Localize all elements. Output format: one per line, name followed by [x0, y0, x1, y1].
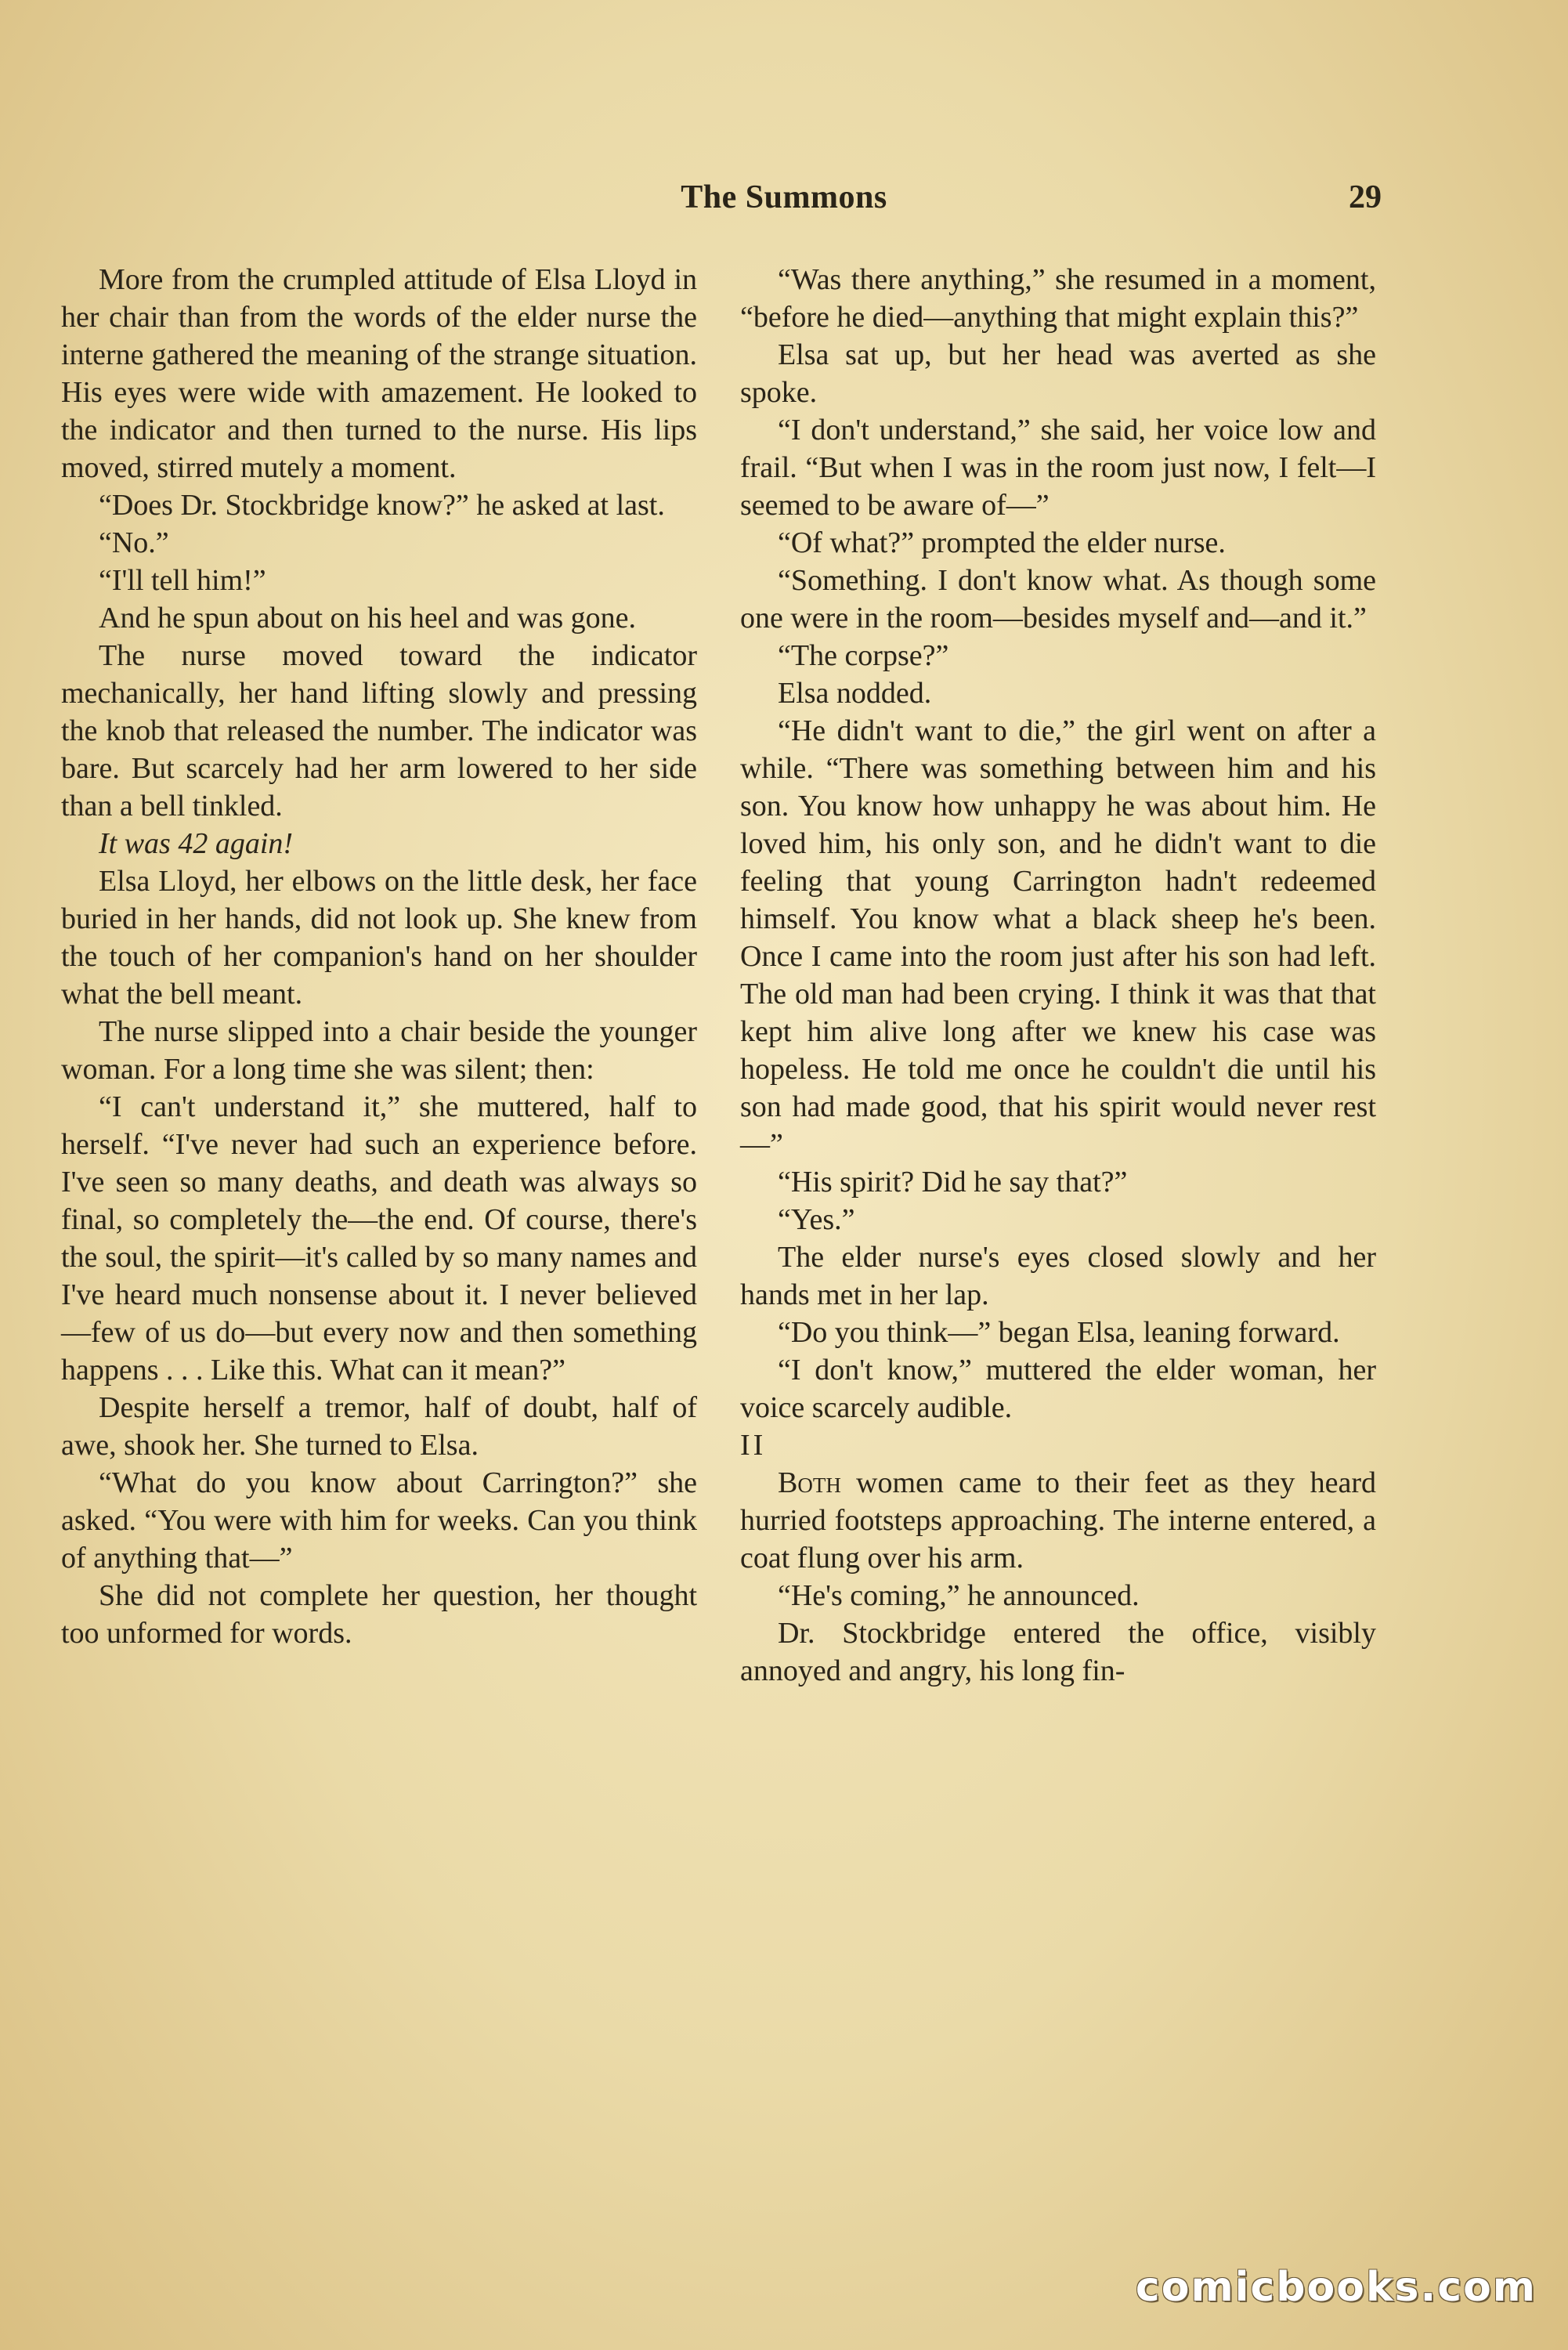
paragraph: The nurse moved toward the indicator mechanically, her hand lifting slowly and pressing the knob that released the number. The indicator was bare. But scarcely had her arm lowered to her side than a bell tinkled.	[61, 639, 697, 822]
paragraph: “Does Dr. Stockbridge know?” he asked at last.	[99, 489, 665, 522]
left-column	[61, 261, 697, 1652]
paragraph: And he spun about on his heel and was gone.	[99, 602, 636, 634]
paragraph: “Yes.”	[778, 1203, 855, 1236]
paragraph: “I don't understand,” she said, her voice low and frail. “But when I was in the room just now, I felt—I seemed to be aware of—”	[740, 414, 1376, 522]
paragraph: Elsa nodded.	[778, 677, 932, 710]
paragraph-italic: It was 42 again!	[99, 827, 294, 860]
paragraph: “Of what?” prompted the elder nurse.	[778, 526, 1226, 559]
right-column	[740, 261, 1376, 1690]
paragraph: “Do you think—” began Elsa, leaning forward.	[778, 1316, 1340, 1349]
running-title: The Summons	[681, 179, 887, 215]
paragraph: Dr. Stockbridge entered the office, visibly annoyed and angry, his long fin-	[740, 1617, 1376, 1687]
paragraph-opening	[740, 1464, 1376, 1577]
paragraph: “I can't understand it,” she muttered, half to herself. “I've never had such an experience before. I've seen so many deaths, and death was always so final, so completely the—the end. Of course, there's the soul, the spirit—it's called by so many names and I've heard much nonsense about it. I never believed—few of us do—but every now and then something happens . . . Like this. What can it mean?”	[61, 1090, 697, 1386]
section-heading: II	[740, 1429, 767, 1462]
paragraph: Elsa sat up, but her head was averted as she spoke.	[740, 338, 1376, 409]
lead-rest: women came to their feet as they heard hurried footsteps approaching. The interne entered, a coat flung over his arm.	[740, 1466, 1376, 1574]
paragraph: The elder nurse's eyes closed slowly and her hands met in her lap.	[740, 1241, 1376, 1311]
lead-word: Both	[778, 1466, 841, 1499]
paragraph: She did not complete her question, her thought too unformed for words.	[61, 1579, 697, 1650]
paragraph: “I don't know,” muttered the elder woman, her voice scarcely audible.	[740, 1354, 1376, 1424]
paragraph: “Something. I don't know what. As though some one were in the room—besides myself and—and it.”	[740, 564, 1376, 634]
paragraph: “The corpse?”	[778, 639, 949, 672]
paragraph: “I'll tell him!”	[99, 564, 266, 597]
paragraph: More from the crumpled attitude of Elsa Lloyd in her chair than from the words of the elder nurse the interne gathered the meaning of the strange situation. His eyes were wide with amazement. He looked to the indicator and then turned to the nurse. His lips moved, stirred mutely a moment.	[61, 263, 697, 484]
paragraph: “He didn't want to die,” the girl went on after a while. “There was something between him and his son. You know how unhappy he was about him. He loved him, his only son, and he didn't want to die feeling that young Carrington hadn't redeemed himself. You know what a black sheep he's been. Once I came into the room just after his son had left. The old man had been crying. I think it was that that kept him alive long after we knew his case was hopeless. He told me once he couldn't die until his son had made good, that his spirit would never rest—”	[740, 714, 1376, 1161]
paragraph: “No.”	[99, 526, 169, 559]
paragraph: Elsa Lloyd, her elbows on the little desk, her face buried in her hands, did not look up. She knew from the touch of her companion's hand on her shoulder what the bell meant.	[61, 865, 697, 1010]
paragraph: “He's coming,” he announced.	[778, 1579, 1140, 1612]
page-number: 29	[1349, 179, 1382, 215]
paragraph: “What do you know about Carrington?” she asked. “You were with him for weeks. Can you think of anything that—”	[61, 1466, 697, 1574]
paragraph: The nurse slipped into a chair beside the younger woman. For a long time she was silent; then:	[61, 1015, 697, 1086]
watermark: comicbooks.com	[1135, 2264, 1537, 2311]
page-header	[0, 179, 1568, 226]
paragraph: “His spirit? Did he say that?”	[778, 1166, 1128, 1198]
paragraph: “Was there anything,” she resumed in a moment, “before he died—anything that might explain this?”	[740, 263, 1376, 334]
paragraph: Despite herself a tremor, half of doubt, half of awe, shook her. She turned to Elsa.	[61, 1391, 697, 1462]
